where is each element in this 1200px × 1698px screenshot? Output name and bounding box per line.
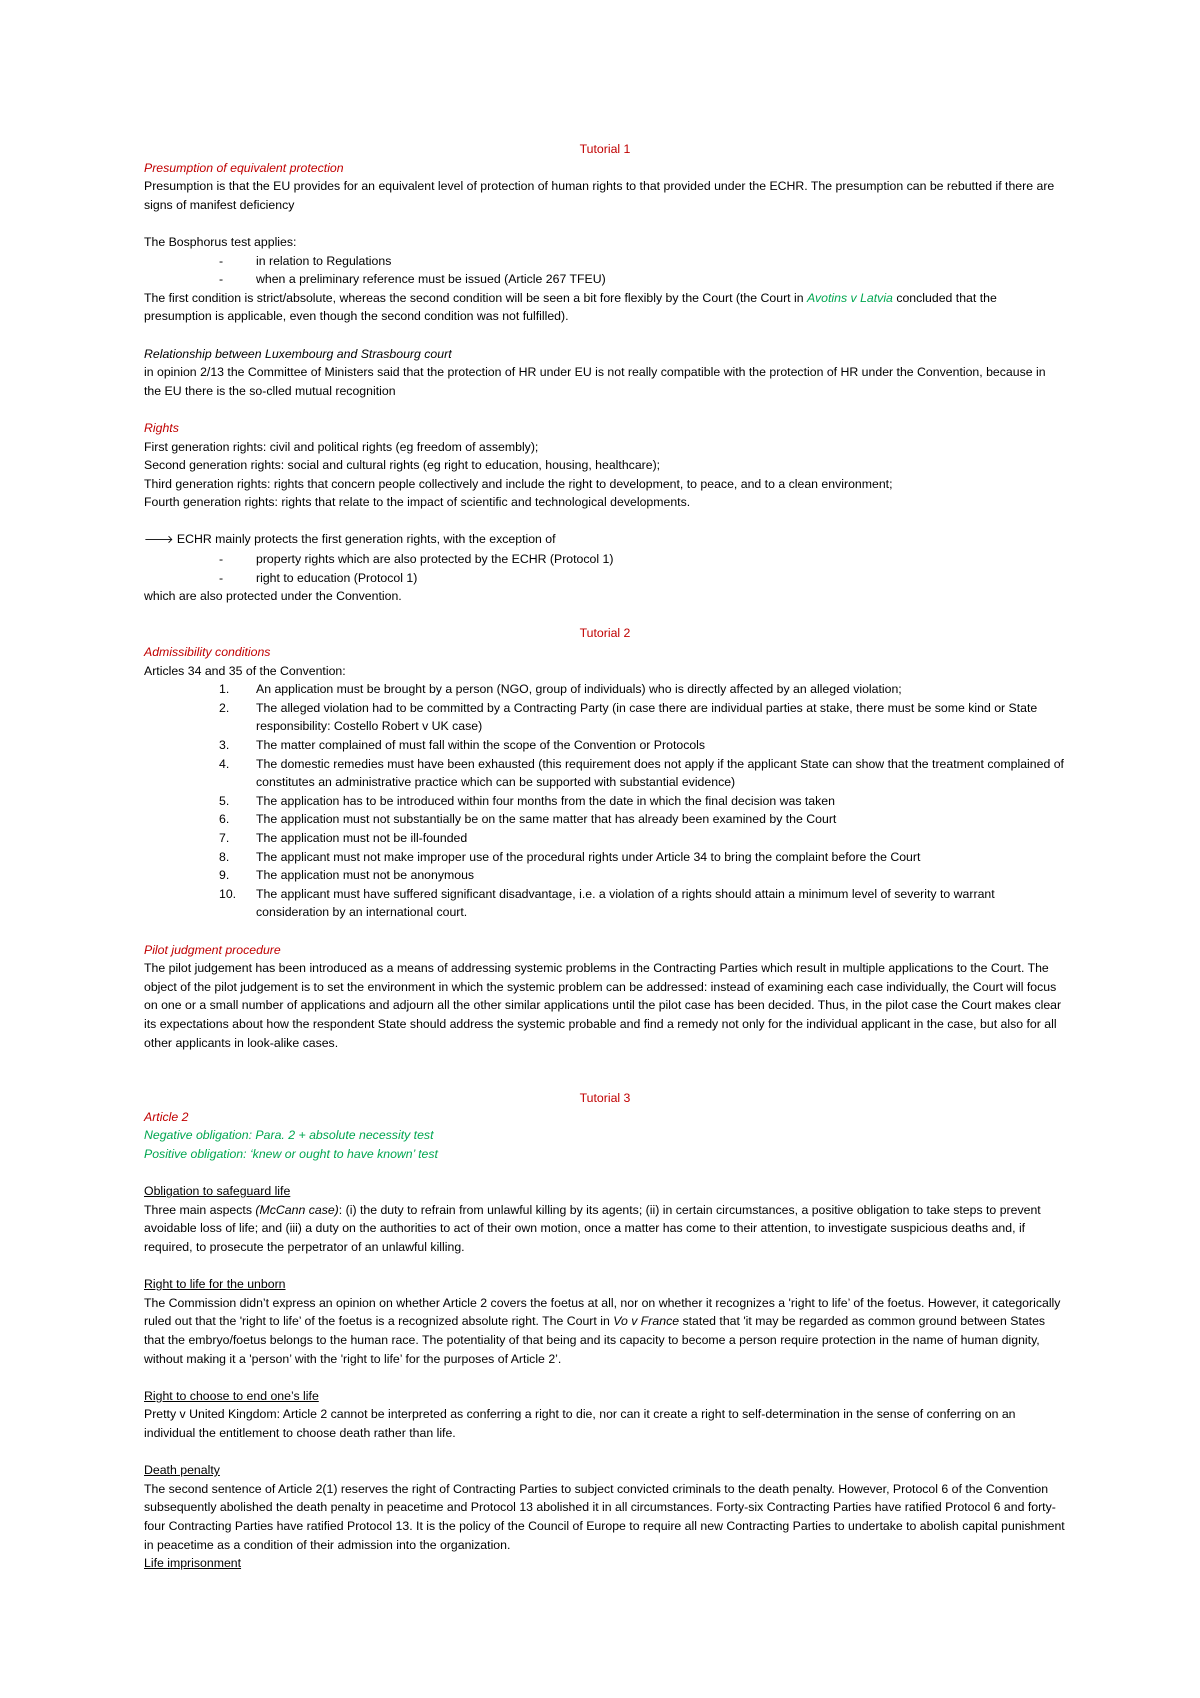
document-page <box>144 140 1066 1573</box>
heading-article-2: Article 2 <box>144 1109 189 1124</box>
arrow-right-icon: 🡒 <box>144 533 174 547</box>
heading-end-life: Right to choose to end one’s life <box>144 1388 319 1403</box>
list-number: 1. <box>219 682 230 697</box>
list-text: The alleged violation had to be committed by a Contracting Party (in case there are individual parties at stake, there must be some kind or State responsibility: Costello Robert v UK case) <box>256 700 1038 734</box>
articles-intro: Articles 34 and 35 of the Convention: <box>144 663 346 678</box>
paragraph-conditions <box>144 289 1066 326</box>
paragraph-unborn <box>144 1294 1066 1368</box>
list-number: 3. <box>219 738 230 752</box>
heading-safeguard: Obligation to safeguard life <box>144 1184 291 1199</box>
paragraph-end-life: Pretty v United Kingdom: Article 2 cannot be interpreted as conferring a right to die, nor can it create a right to self-determination in the sense of conferring on an individual the entitlement to choose death rather than life. <box>144 1407 1016 1440</box>
list-item <box>144 810 1066 829</box>
list-item <box>144 699 1066 736</box>
rights-line: Fourth generation rights: rights that relate to the impact of scientific and technological developments. <box>144 495 691 510</box>
paragraph-safeguard <box>144 1201 1066 1257</box>
list-item <box>144 866 1066 885</box>
list-number: 8. <box>219 849 230 864</box>
heading-pilot: Pilot judgment procedure <box>144 942 281 957</box>
list-item: - property rights which are also protected by the ECHR (Protocol 1) <box>144 550 1066 569</box>
list-item <box>144 792 1066 811</box>
bosphorus-list <box>144 252 1066 289</box>
tutorial-1-title: Tutorial 1 <box>579 142 631 156</box>
heading-presumption: Presumption of equivalent protection <box>144 160 344 175</box>
paragraph-death-penalty: The second sentence of Article 2(1) reserves the right of Contracting Parties to subject convicted criminals to the death penalty. However, Protocol 6 of the Convention subsequently abolished the death penalty in peacetime and Protocol 13 abolished it in all circumstances. Forty-six Contracting Parties have ratified Protocol 6 and forty-four Contracting Parties have ratified Protocol 13. It is the policy of the Council of Europe to require all new Contracting Parties to undertake to abolish capital punishment in peacetime as a condition of their admission into the organization. <box>144 1481 1065 1552</box>
paragraph-presumption: Presumption is that the EU provides for an equivalent level of protection of human rights to that provided under the ECHR. The presumption can be rebutted if there are signs of manifest deficiency <box>144 179 1055 212</box>
list-text: The application must not be anonymous <box>256 868 475 883</box>
heading-unborn: Right to life for the unborn <box>144 1277 286 1292</box>
list-number: 5. <box>219 793 230 808</box>
list-number: 6. <box>219 812 230 827</box>
rights-line: Second generation rights: social and cultural rights (eg right to education, housing, healthcare); <box>144 458 661 473</box>
case-name-vo: Vo v France <box>613 1314 680 1329</box>
positive-obligation: Positive obligation: ‘knew or ought to have known’ test <box>144 1147 438 1162</box>
list-item: - in relation to Regulations <box>144 252 1066 271</box>
list-item <box>144 680 1066 699</box>
list-text: An application must be brought by a person (NGO, group of individuals) who is directly affected by an alleged violation; <box>256 682 902 697</box>
rights-line: First generation rights: civil and political rights (eg freedom of assembly); <box>144 439 539 454</box>
text-run: ECHR mainly protects the first generation rights, with the exception of <box>173 532 556 547</box>
rights-line: Third generation rights: rights that concern people collectively and include the right to development, to peace, and to a clean environment; <box>144 476 893 491</box>
echr-intro <box>144 530 1066 550</box>
list-item <box>144 829 1066 848</box>
heading-death-penalty: Death penalty <box>144 1463 220 1478</box>
list-item: - when a preliminary reference must be issued (Article 267 TFEU) <box>144 270 1066 289</box>
echr-exceptions-list <box>144 550 1066 587</box>
heading-relationship: Relationship between Luxembourg and Strasbourg court <box>144 346 452 361</box>
list-number: 2. <box>219 700 230 715</box>
list-text: The application must not be ill-founded <box>256 830 468 845</box>
heading-rights: Rights <box>144 420 179 435</box>
paragraph-pilot: The pilot judgement has been introduced as a means of addressing systemic problems in the Contracting Parties which result in multiple applications to the Court. The object of the pilot judgement is to set the environment in which the systemic problem can be addressed: instead of examining each case individually, the Court will focus on one or a small number of applications and adjourn all the other similar applications until the pilot case has been decided. Thus, in the pilot case the Court makes clear its expectations about how the respondent State should address the systemic probable and find a remedy not only for the individual applicant in the case, but also for all other applicants in look-alike cases. <box>144 961 1062 1050</box>
list-text: The application has to be introduced within four months from the date in which the final decision was taken <box>256 793 835 808</box>
text-run: : (i) the duty to refrain from unlawful killing by its agents; (ii) in certain circumstances, a positive obligation to take steps to prevent avoidable loss of life; and (iii) a duty on the authorities to act of their own motion, once a matter has come to their attention, to investigate suspicious deaths and, if required, to prosecute the perpetrator of an unlawful killing. <box>144 1202 1041 1255</box>
list-text: The matter complained of must fall within the scope of the Convention or Protocols <box>256 738 706 752</box>
list-item <box>144 755 1066 792</box>
text-run: stated that 'it may be regarded as common ground between States that the embryo/foetus belongs to the human race. The potentiality of that being and its capacity to become a person require protection in the name of human dignity, without making it a 'person’ with the 'right to life’ for the purposes of Article 2’. <box>144 1314 1046 1366</box>
list-text: The application must not substantially be on the same matter that has already been examined by the Court <box>256 812 837 827</box>
admissibility-list <box>144 680 1066 922</box>
text-run: concluded that the presumption is applicable, even though the second condition was not fulfilled). <box>144 290 997 324</box>
negative-obligation: Negative obligation: Para. 2 + absolute necessity test <box>144 1128 434 1143</box>
list-text: The applicant must have suffered significant disadvantage, i.e. a violation of a rights should attain a minimum level of severity to warrant consideration by an international court. <box>256 886 995 920</box>
list-number: 4. <box>219 756 230 771</box>
heading-admissibility: Admissibility conditions <box>144 645 271 660</box>
case-name-mccann: (McCann case) <box>255 1202 339 1217</box>
list-item <box>144 736 1066 755</box>
list-number: 10. <box>219 886 237 901</box>
list-item: - right to education (Protocol 1) <box>144 569 1066 588</box>
list-item <box>144 885 1066 922</box>
list-number: 9. <box>219 868 230 883</box>
paragraph-relationship: in opinion 2/13 the Committee of Ministers said that the protection of HR under EU is not really compatible with the protection of HR under the Convention, because in the EU there is the so-clled mutual recognition <box>144 365 1046 398</box>
text-run: Three main aspects <box>144 1202 256 1217</box>
list-text: The applicant must not make improper use of the procedural rights under Article 34 to bring the complaint before the Court <box>256 849 921 864</box>
bosphorus-intro: The Bosphorus test applies: <box>144 234 297 249</box>
echr-outro: which are also protected under the Convention. <box>144 589 402 604</box>
list-text: The domestic remedies must have been exhausted (this requirement does not apply if the applicant State can show that the treatment complained of constitutes an administrative practice which can be supported with substantial evidence) <box>256 756 1064 790</box>
heading-life-imprisonment: Life imprisonment <box>144 1556 242 1571</box>
tutorial-3-title: Tutorial 3 <box>579 1091 631 1106</box>
list-item <box>144 848 1066 867</box>
list-number: 7. <box>219 830 230 845</box>
case-name-avotins: Avotins v Latvia <box>807 290 893 305</box>
tutorial-2-title: Tutorial 2 <box>579 626 631 641</box>
text-run: The first condition is strict/absolute, whereas the second condition will be seen a bit fore flexibly by the Court (the Court in <box>144 290 807 305</box>
text-run: The Commission didn’t express an opinion on whether Article 2 covers the foetus at all, nor on whether it recognizes a 'right to life’ of the foetus. However, it categorically ruled out that the 'right to life’ of the foetus is a recognized absolute right. The Court in <box>144 1295 1061 1329</box>
